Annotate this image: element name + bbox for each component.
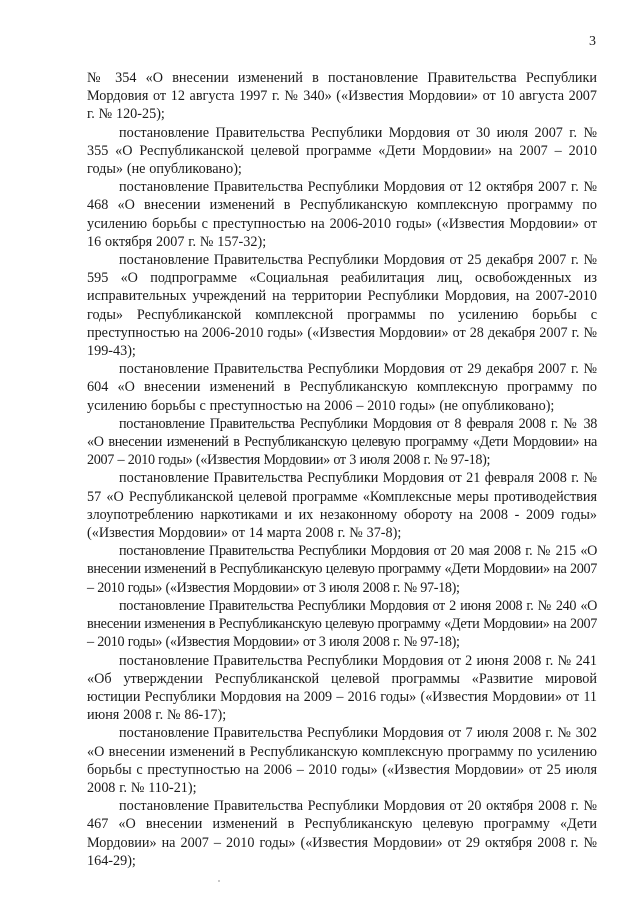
paragraph-resolution-467: постановление Правительства Республики Мордовия от 20 октября 2008 г. № 467 «О внесении изменений в Республиканскую целевую программу «Дети Мордовии» на 2007 – 2010 годы» («Известия Мордовии» от 29 октября 2008 г. № 164-29); (87, 798, 597, 869)
paragraph-resolution-604: постановление Правительства Республики Мордовия от 29 декабря 2007 г. № 604 «О внесении изменений в Республиканскую комплексную программу по усилению борьбы с преступностью на 2006 – 2010 годы» (не опубликовано); (87, 361, 597, 414)
paragraph-resolution-355: постановление Правительства Республики Мордовия от 30 июля 2007 г. № 355 «О Республиканской целевой программе «Дети Мордовии» на 2007 – 2010 годы» (не опубликовано); (87, 124, 597, 178)
paragraph-resolution-57: постановление Правительства Республики Мордовия от 21 февраля 2008 г. № 57 «О Республиканской целевой программе «Комплексные меры противодействия злоупотреблению наркотиками и их незаконному обороту на 2008 - 2009 годы» («Известия Мордовии» от 14 марта 2008 г. № 37-8); (87, 470, 597, 542)
paragraph-resolution-595: постановление Правительства Республики Мордовия от 25 декабря 2007 г. № 595 «О подпрограмме «Социальная реабилитация лиц, освобожденных из исправительных учреждений на территории Республики Мордовия, на 2007-2010 годы» Республиканской комплексной программы по усилению борьбы с преступностью на 2006-2010 годы» («Известия Мордовии» от 28 декабря 2007 г. № 199-43); (87, 252, 597, 360)
paragraph-resolution-38: постановление Правительства Республики Мордовия от 8 февраля 2008 г. № 38 «О внесении изменений в Республиканскую целевую программу «Дети Мордовии» на 2007 – 2010 годы» («Известия Мордовии» от 3 июля 2008 г. № 97-18); (87, 415, 597, 469)
paragraph-resolution-241: постановление Правительства Республики Мордовия от 2 июня 2008 г. № 241 «Об утверждении Республиканской целевой программы «Развитие мировой юстиции Республики Мордовия на 2009 – 2016 годы» («Известия Мордовии» от 11 июня 2008 г. № 86-17); (87, 652, 597, 724)
page-number: 3 (589, 34, 596, 49)
paragraph-resolution-215: постановление Правительства Республики Мордовия от 20 мая 2008 г. № 215 «О внесении изменений в Республиканскую целевую программу «Дети Мордовии» на 2007 – 2010 годы» («Известия Мордовии» от 3 июля 2008 г. № 97-18); (87, 543, 597, 596)
scan-speck (218, 880, 220, 882)
paragraph-resolution-240: постановление Правительства Республики Мордовия от 2 июня 2008 г. № 240 «О внесении изменения в Республиканскую целевую программу «Дети Мордовии» на 2007 – 2010 годы» («Известия Мордовии» от 3 июля 2008 г. № 97-18); (87, 597, 597, 651)
paragraph-resolution-354: № 354 «О внесении изменений в постановление Правительства Республики Мордовия от 12 августа 1997 г. № 340» («Известия Мордовии» от 10 августа 2007 г. № 120-25); (87, 70, 597, 123)
paragraph-resolution-302: постановление Правительства Республики Мордовия от 7 июля 2008 г. № 302 «О внесении изменений в Республиканскую комплексную программу по усилению борьбы с преступностью на 2006 – 2010 годы» («Известия Мордовии» от 25 июля 2008 г. № 110-21); (87, 725, 597, 796)
document-body (87, 69, 597, 870)
paragraph-resolution-468: постановление Правительства Республики Мордовия от 12 октября 2007 г. № 468 «О внесении изменений в Республиканскую комплексную программу по усилению борьбы с преступностью на 2006-2010 годы» («Известия Мордовии» от 16 октября 2007 г. № 157-32); (87, 179, 597, 250)
